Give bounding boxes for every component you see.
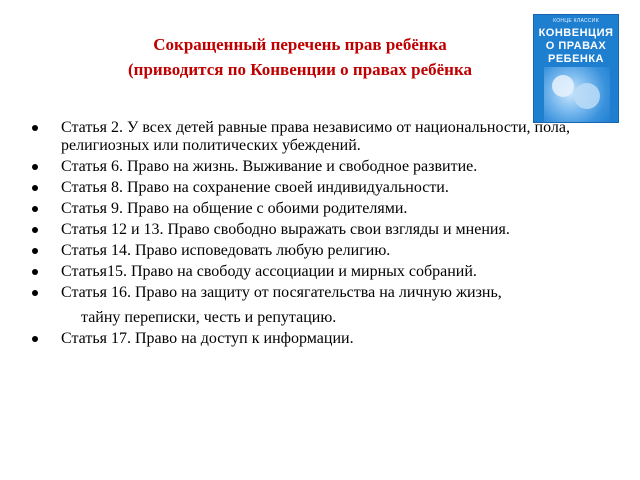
cover-title-line-3: РЕБЕНКА [547,53,605,65]
cover-photo-figure [574,83,600,109]
list-item [31,221,611,239]
cover-photo [544,67,610,123]
list-item-text: Статья15. Право на свободу ассоциации и мирных собраний. [61,263,477,280]
title-line-1: Сокращенный перечень прав ребёнка [153,35,447,54]
list-item [31,200,611,218]
list-item-text: Статья 6. Право на жизнь. Выживание и свободное развитие. [61,158,478,175]
page-title [60,32,540,82]
convention-book-cover [533,14,619,123]
list-item-text: Статья 8. Право на сохранение своей индивидуальности. [61,179,449,196]
list-item-text: Статья 17. Право на доступ к информации. [61,330,354,347]
list-item [31,330,611,348]
cover-photo-figure [552,75,574,97]
list-item-text: Статья 16. Право на защиту от посягательства на личную жизнь, [61,284,502,301]
cover-title-line-1: КОНВЕНЦИЯ [538,27,614,39]
cover-title-line-2: О ПРАВАХ [545,40,607,52]
list-item-text: Статья 9. Право на общение с обоими родителями. [61,200,408,217]
list-item [31,263,611,281]
list-item [31,242,611,260]
list-item [31,158,611,176]
list-item [31,179,611,197]
list-item [31,119,611,155]
title-line-2: (приводится по Конвенции о правах ребёнка [127,60,472,79]
cover-small-text: КОНЦЕ КЛАССИК [553,18,599,24]
list-item-text: Статья 14. Право исповедовать любую религию. [61,242,391,259]
list-item-text: Статья 2. У всех детей равные права независимо от национальности, пола, религиозных или политических убеждений. [61,119,570,154]
list-item-text: Статья 12 и 13. Право свободно выражать свои взгляды и мнения. [61,221,510,238]
list-item [31,284,611,327]
list-item-continuation: тайну переписки, честь и репутацию. [81,309,337,326]
rights-list [31,119,611,351]
